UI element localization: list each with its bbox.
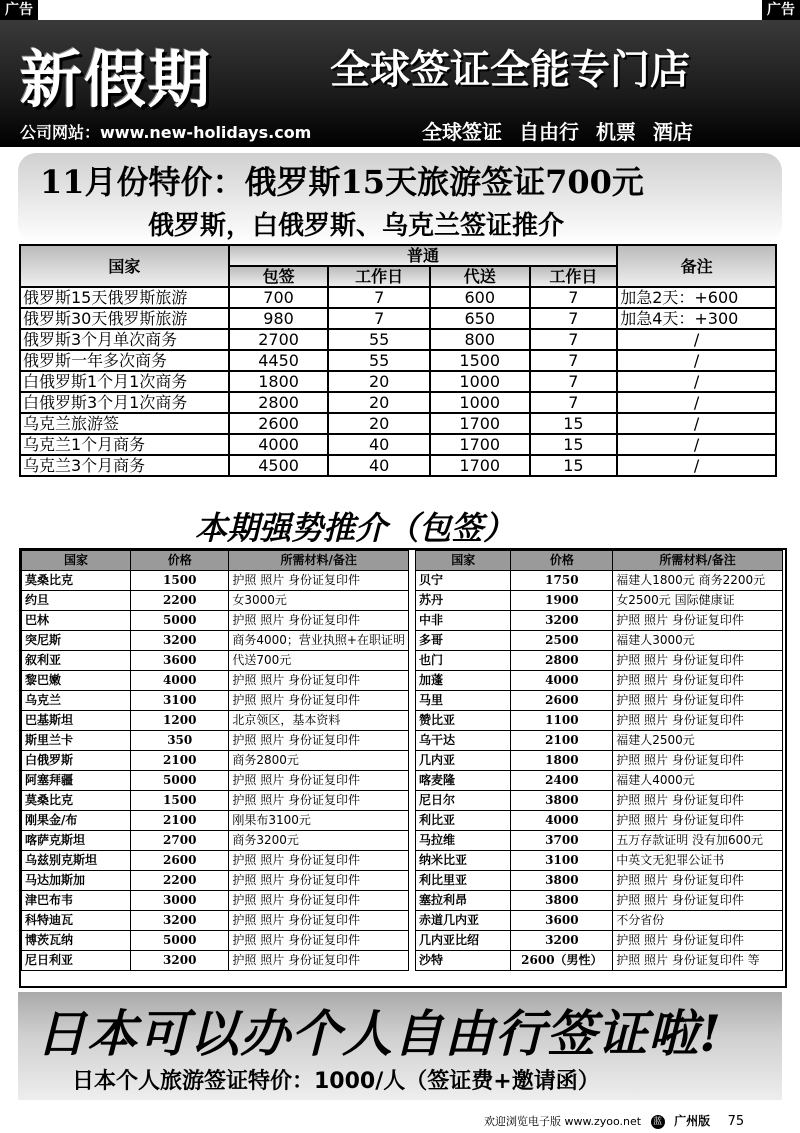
price-cell: 1500 (131, 791, 229, 811)
table-row (416, 931, 783, 951)
price-cell: 2200 (131, 871, 229, 891)
price-cell: 2600（男性） (511, 951, 613, 971)
country-cell: 塞拉利昂 (416, 891, 511, 911)
country-cell: 赤道几内亚 (416, 911, 511, 931)
price-cell: 3200 (131, 951, 229, 971)
table-row (20, 455, 776, 476)
table-row (416, 711, 783, 731)
materials-cell: 护照 照片 身份证复印件 (613, 691, 783, 711)
workday-cell: 20 (328, 371, 430, 392)
materials-cell: 护照 照片 身份证复印件 (229, 891, 409, 911)
baoqian-price-cell: 980 (229, 308, 329, 329)
materials-cell: 护照 照片 身份证复印件 (229, 871, 409, 891)
price-cell: 5000 (131, 611, 229, 631)
table-row (416, 951, 783, 971)
table-row (416, 691, 783, 711)
materials-cell: 护照 照片 身份证复印件 (613, 711, 783, 731)
header-daisong: 代送 (430, 266, 530, 287)
country-cell: 几内亚比绍 (416, 931, 511, 951)
table-row (20, 371, 776, 392)
price-cell: 2200 (131, 591, 229, 611)
daisong-price-cell: 1700 (430, 455, 530, 476)
price-cell: 5000 (131, 771, 229, 791)
country-cell: 纳米比亚 (416, 851, 511, 871)
country-cell: 白俄罗斯1个月1次商务 (20, 371, 229, 392)
header-country: 国家 (22, 551, 131, 571)
country-cell: 乌克兰3个月商务 (20, 455, 229, 476)
header-note: 备注 (617, 245, 776, 287)
materials-cell: 五万存款证明 没有加600元 (613, 831, 783, 851)
country-cell: 乌干达 (416, 731, 511, 751)
price-cell: 3200 (131, 631, 229, 651)
country-cell: 尼日尔 (416, 791, 511, 811)
country-cell: 叙利亚 (22, 651, 131, 671)
materials-cell: 代送700元 (229, 651, 409, 671)
price-cell: 2600 (131, 851, 229, 871)
table-row (416, 871, 783, 891)
website: 公司网站：www.new-holidays.com (20, 123, 312, 142)
service-item: 酒店 (652, 120, 693, 144)
japan-banner (18, 992, 782, 1100)
price-cell: 3600 (131, 651, 229, 671)
price-cell: 4000 (131, 671, 229, 691)
price-cell: 1100 (511, 711, 613, 731)
table-row (416, 891, 783, 911)
header (0, 20, 800, 147)
country-cell: 马里 (416, 691, 511, 711)
price-cell: 1750 (511, 571, 613, 591)
table-row (416, 851, 783, 871)
materials-cell: 护照 照片 身份证复印件 (229, 691, 409, 711)
baoqian-price-cell: 2700 (229, 329, 329, 350)
table-row (22, 891, 409, 911)
price-cell: 2100 (131, 751, 229, 771)
country-cell: 阿塞拜疆 (22, 771, 131, 791)
table-row (416, 791, 783, 811)
workday-cell: 40 (328, 455, 430, 476)
daisong-price-cell: 1000 (430, 392, 530, 413)
table-row (20, 392, 776, 413)
price-cell: 2500 (511, 631, 613, 651)
materials-cell: 福建人1800元 商务2200元 (613, 571, 783, 591)
workday-cell: 20 (328, 392, 430, 413)
price-cell: 2800 (511, 651, 613, 671)
table-row (416, 831, 783, 851)
services (422, 116, 703, 145)
table-row (20, 434, 776, 455)
country-cell: 突尼斯 (22, 631, 131, 651)
materials-cell: 商务3200元 (229, 831, 409, 851)
table-row (20, 329, 776, 350)
note-cell: / (617, 413, 776, 434)
promo-subtitle: 俄罗斯，白俄罗斯、乌克兰签证推介 (148, 211, 565, 241)
header-workday: 工作日 (328, 266, 430, 287)
table-row (416, 631, 783, 651)
materials-cell: 福建人3000元 (613, 631, 783, 651)
note-cell: / (617, 392, 776, 413)
baoqian-price-cell: 2600 (229, 413, 329, 434)
baoqian-price-cell: 2800 (229, 392, 329, 413)
price-cell: 3800 (511, 891, 613, 911)
table-row (22, 811, 409, 831)
workday-cell: 7 (530, 329, 618, 350)
price-cell: 3800 (511, 871, 613, 891)
price-cell: 350 (131, 731, 229, 751)
price-cell: 1200 (131, 711, 229, 731)
materials-cell: 护照 照片 身份证复印件 (229, 851, 409, 871)
note-cell: 加急2天：+600 (617, 287, 776, 308)
brand-logo: 新假期 (20, 43, 213, 116)
workday-cell: 7 (530, 308, 618, 329)
workday-cell: 15 (530, 455, 618, 476)
materials-cell: 护照 照片 身份证复印件 (229, 911, 409, 931)
materials-cell: 护照 照片 身份证复印件 (229, 571, 409, 591)
materials-cell: 北京领区，基本资料 (229, 711, 409, 731)
country-cell: 乌克兰1个月商务 (20, 434, 229, 455)
table-row (22, 851, 409, 871)
country-cell: 尼日利亚 (22, 951, 131, 971)
country-cell: 约旦 (22, 591, 131, 611)
country-cell: 中非 (416, 611, 511, 631)
country-cell: 津巴布韦 (22, 891, 131, 911)
slogan: 全球签证全能专门店 (330, 46, 690, 93)
price-cell: 1900 (511, 591, 613, 611)
country-cell: 乌克兰旅游签 (20, 413, 229, 434)
materials-cell: 不分省份 (613, 911, 783, 931)
baoqian-price-cell: 700 (229, 287, 329, 308)
country-cell: 白俄罗斯3个月1次商务 (20, 392, 229, 413)
price-cell: 3600 (511, 911, 613, 931)
header-price: 价格 (131, 551, 229, 571)
materials-cell: 商务4000；营业执照+在职证明 (229, 631, 409, 651)
header-workday: 工作日 (530, 266, 618, 287)
materials-cell: 刚果布3100元 (229, 811, 409, 831)
price-cell: 3800 (511, 791, 613, 811)
table-row (20, 308, 776, 329)
country-cell: 巴基斯坦 (22, 711, 131, 731)
country-cell: 沙特 (416, 951, 511, 971)
materials-cell: 护照 照片 身份证复印件 (613, 931, 783, 951)
country-cell: 利比亚 (416, 811, 511, 831)
price-cell: 5000 (131, 931, 229, 951)
baoqian-price-cell: 1800 (229, 371, 329, 392)
country-cell: 喀麦隆 (416, 771, 511, 791)
price-cell: 4000 (511, 671, 613, 691)
header-country: 国家 (20, 245, 229, 287)
workday-cell: 15 (530, 413, 618, 434)
country-cell: 加蓬 (416, 671, 511, 691)
visa-table-left (21, 550, 409, 971)
materials-cell: 护照 照片 身份证复印件 等 (613, 951, 783, 971)
table-row (22, 591, 409, 611)
table-row (416, 771, 783, 791)
note-cell: / (617, 371, 776, 392)
ad-label-right: 广告 (762, 0, 800, 20)
materials-cell: 福建人4000元 (613, 771, 783, 791)
table-row (22, 831, 409, 851)
banner-title: 日本可以办个人自由行签证啦! (36, 1004, 722, 1063)
country-cell: 刚果金/布 (22, 811, 131, 831)
country-cell: 贝宁 (416, 571, 511, 591)
table-row (416, 651, 783, 671)
workday-cell: 7 (530, 350, 618, 371)
price-cell: 2700 (131, 831, 229, 851)
edition: 广州版 (674, 1114, 711, 1128)
baoqian-price-cell: 4000 (229, 434, 329, 455)
header-materials: 所需材料/备注 (613, 551, 783, 571)
header-baoqian: 包签 (229, 266, 329, 287)
page-number: 75 (727, 1114, 745, 1129)
workday-cell: 7 (328, 308, 430, 329)
materials-cell: 护照 照片 身份证复印件 (229, 671, 409, 691)
footer (484, 1112, 744, 1129)
daisong-price-cell: 1500 (430, 350, 530, 371)
table-row (416, 571, 783, 591)
daisong-price-cell: 1000 (430, 371, 530, 392)
logo-icon: 蓝 (651, 1115, 665, 1129)
price-cell: 1500 (131, 571, 229, 591)
country-cell: 喀萨克斯坦 (22, 831, 131, 851)
header-country: 国家 (416, 551, 511, 571)
visa-table-right (415, 550, 783, 971)
materials-cell: 护照 照片 身份证复印件 (613, 891, 783, 911)
service-item: 全球签证 (422, 120, 502, 144)
section-title-recommend: 本期强势推介（包签） (195, 509, 516, 547)
baoqian-price-cell: 4500 (229, 455, 329, 476)
materials-cell: 护照 照片 身份证复印件 (229, 771, 409, 791)
workday-cell: 40 (328, 434, 430, 455)
note-cell: / (617, 434, 776, 455)
country-cell: 莫桑比克 (22, 571, 131, 591)
header-materials: 所需材料/备注 (229, 551, 409, 571)
table-row (20, 287, 776, 308)
table-row (22, 931, 409, 951)
price-cell: 1800 (511, 751, 613, 771)
country-cell: 巴林 (22, 611, 131, 631)
country-cell: 俄罗斯30天俄罗斯旅游 (20, 308, 229, 329)
price-cell: 3700 (511, 831, 613, 851)
table-row (22, 731, 409, 751)
table-row (22, 631, 409, 651)
country-cell: 赞比亚 (416, 711, 511, 731)
baoqian-price-cell: 4450 (229, 350, 329, 371)
materials-cell: 护照 照片 身份证复印件 (613, 871, 783, 891)
price-cell: 2400 (511, 771, 613, 791)
daisong-price-cell: 800 (430, 329, 530, 350)
note-cell: / (617, 329, 776, 350)
workday-cell: 7 (530, 287, 618, 308)
daisong-price-cell: 1700 (430, 434, 530, 455)
country-cell: 利比里亚 (416, 871, 511, 891)
table-row (22, 951, 409, 971)
country-cell: 也门 (416, 651, 511, 671)
table-row (22, 671, 409, 691)
materials-cell: 福建人2500元 (613, 731, 783, 751)
note-cell: / (617, 350, 776, 371)
workday-cell: 7 (530, 392, 618, 413)
note-cell: 加急4天：+300 (617, 308, 776, 329)
country-cell: 多哥 (416, 631, 511, 651)
table-row (416, 751, 783, 771)
table-row (22, 771, 409, 791)
country-cell: 斯里兰卡 (22, 731, 131, 751)
country-cell: 俄罗斯3个月单次商务 (20, 329, 229, 350)
country-cell: 乌兹别克斯坦 (22, 851, 131, 871)
materials-cell: 护照 照片 身份证复印件 (229, 731, 409, 751)
promo-title: 11月份特价：俄罗斯15天旅游签证700元 (40, 163, 644, 201)
country-cell: 黎巴嫩 (22, 671, 131, 691)
banner-subtitle: 日本个人旅游签证特价：1000/人（签证费+邀请函） (72, 1069, 600, 1094)
price-cell: 3000 (131, 891, 229, 911)
table-row (416, 671, 783, 691)
workday-cell: 7 (328, 287, 430, 308)
visa-tables (19, 548, 787, 988)
country-cell: 马拉维 (416, 831, 511, 851)
table-row (22, 711, 409, 731)
country-cell: 莫桑比克 (22, 791, 131, 811)
price-cell: 4000 (511, 811, 613, 831)
table-row (22, 651, 409, 671)
table-row (416, 591, 783, 611)
header-normal: 普通 (229, 245, 617, 266)
country-cell: 乌克兰 (22, 691, 131, 711)
country-cell: 俄罗斯15天俄罗斯旅游 (20, 287, 229, 308)
service-item: 自由行 (518, 120, 579, 144)
table-row (416, 731, 783, 751)
price-cell: 2600 (511, 691, 613, 711)
table-row (416, 611, 783, 631)
russia-visa-table (19, 244, 777, 477)
materials-cell: 护照 照片 身份证复印件 (229, 951, 409, 971)
materials-cell: 护照 照片 身份证复印件 (613, 811, 783, 831)
price-cell: 2100 (131, 811, 229, 831)
country-cell: 白俄罗斯 (22, 751, 131, 771)
materials-cell: 护照 照片 身份证复印件 (229, 791, 409, 811)
daisong-price-cell: 650 (430, 308, 530, 329)
table-row (22, 571, 409, 591)
country-cell: 几内亚 (416, 751, 511, 771)
table-row (416, 811, 783, 831)
country-cell: 科特迪瓦 (22, 911, 131, 931)
price-cell: 3100 (511, 851, 613, 871)
price-cell: 3200 (511, 931, 613, 951)
price-cell: 3100 (131, 691, 229, 711)
country-cell: 马达加斯加 (22, 871, 131, 891)
table-row (22, 911, 409, 931)
table-row (22, 791, 409, 811)
header-price: 价格 (511, 551, 613, 571)
table-row (416, 911, 783, 931)
materials-cell: 护照 照片 身份证复印件 (613, 651, 783, 671)
workday-cell: 20 (328, 413, 430, 434)
footer-text: 欢迎浏览电子版 www.zyoo.net (484, 1115, 642, 1128)
table-row (22, 751, 409, 771)
workday-cell: 7 (530, 371, 618, 392)
workday-cell: 55 (328, 329, 430, 350)
price-cell: 2100 (511, 731, 613, 751)
country-cell: 俄罗斯一年多次商务 (20, 350, 229, 371)
materials-cell: 护照 照片 身份证复印件 (613, 791, 783, 811)
materials-cell: 护照 照片 身份证复印件 (613, 671, 783, 691)
price-cell: 3200 (511, 611, 613, 631)
country-cell: 博茨瓦纳 (22, 931, 131, 951)
daisong-price-cell: 600 (430, 287, 530, 308)
table-row (22, 871, 409, 891)
country-cell: 苏丹 (416, 591, 511, 611)
materials-cell: 护照 照片 身份证复印件 (613, 751, 783, 771)
promo-box (18, 153, 782, 243)
materials-cell: 商务2800元 (229, 751, 409, 771)
table-row (22, 611, 409, 631)
note-cell: / (617, 455, 776, 476)
workday-cell: 15 (530, 434, 618, 455)
table-row (22, 691, 409, 711)
materials-cell: 护照 照片 身份证复印件 (229, 611, 409, 631)
materials-cell: 护照 照片 身份证复印件 (613, 611, 783, 631)
price-cell: 3200 (131, 911, 229, 931)
workday-cell: 55 (328, 350, 430, 371)
daisong-price-cell: 1700 (430, 413, 530, 434)
ad-label-left: 广告 (0, 0, 38, 20)
table-row (20, 350, 776, 371)
materials-cell: 女3000元 (229, 591, 409, 611)
materials-cell: 女2500元 国际健康证 (613, 591, 783, 611)
materials-cell: 中英文无犯罪公证书 (613, 851, 783, 871)
service-item: 机票 (595, 120, 636, 144)
materials-cell: 护照 照片 身份证复印件 (229, 931, 409, 951)
table-row (20, 413, 776, 434)
